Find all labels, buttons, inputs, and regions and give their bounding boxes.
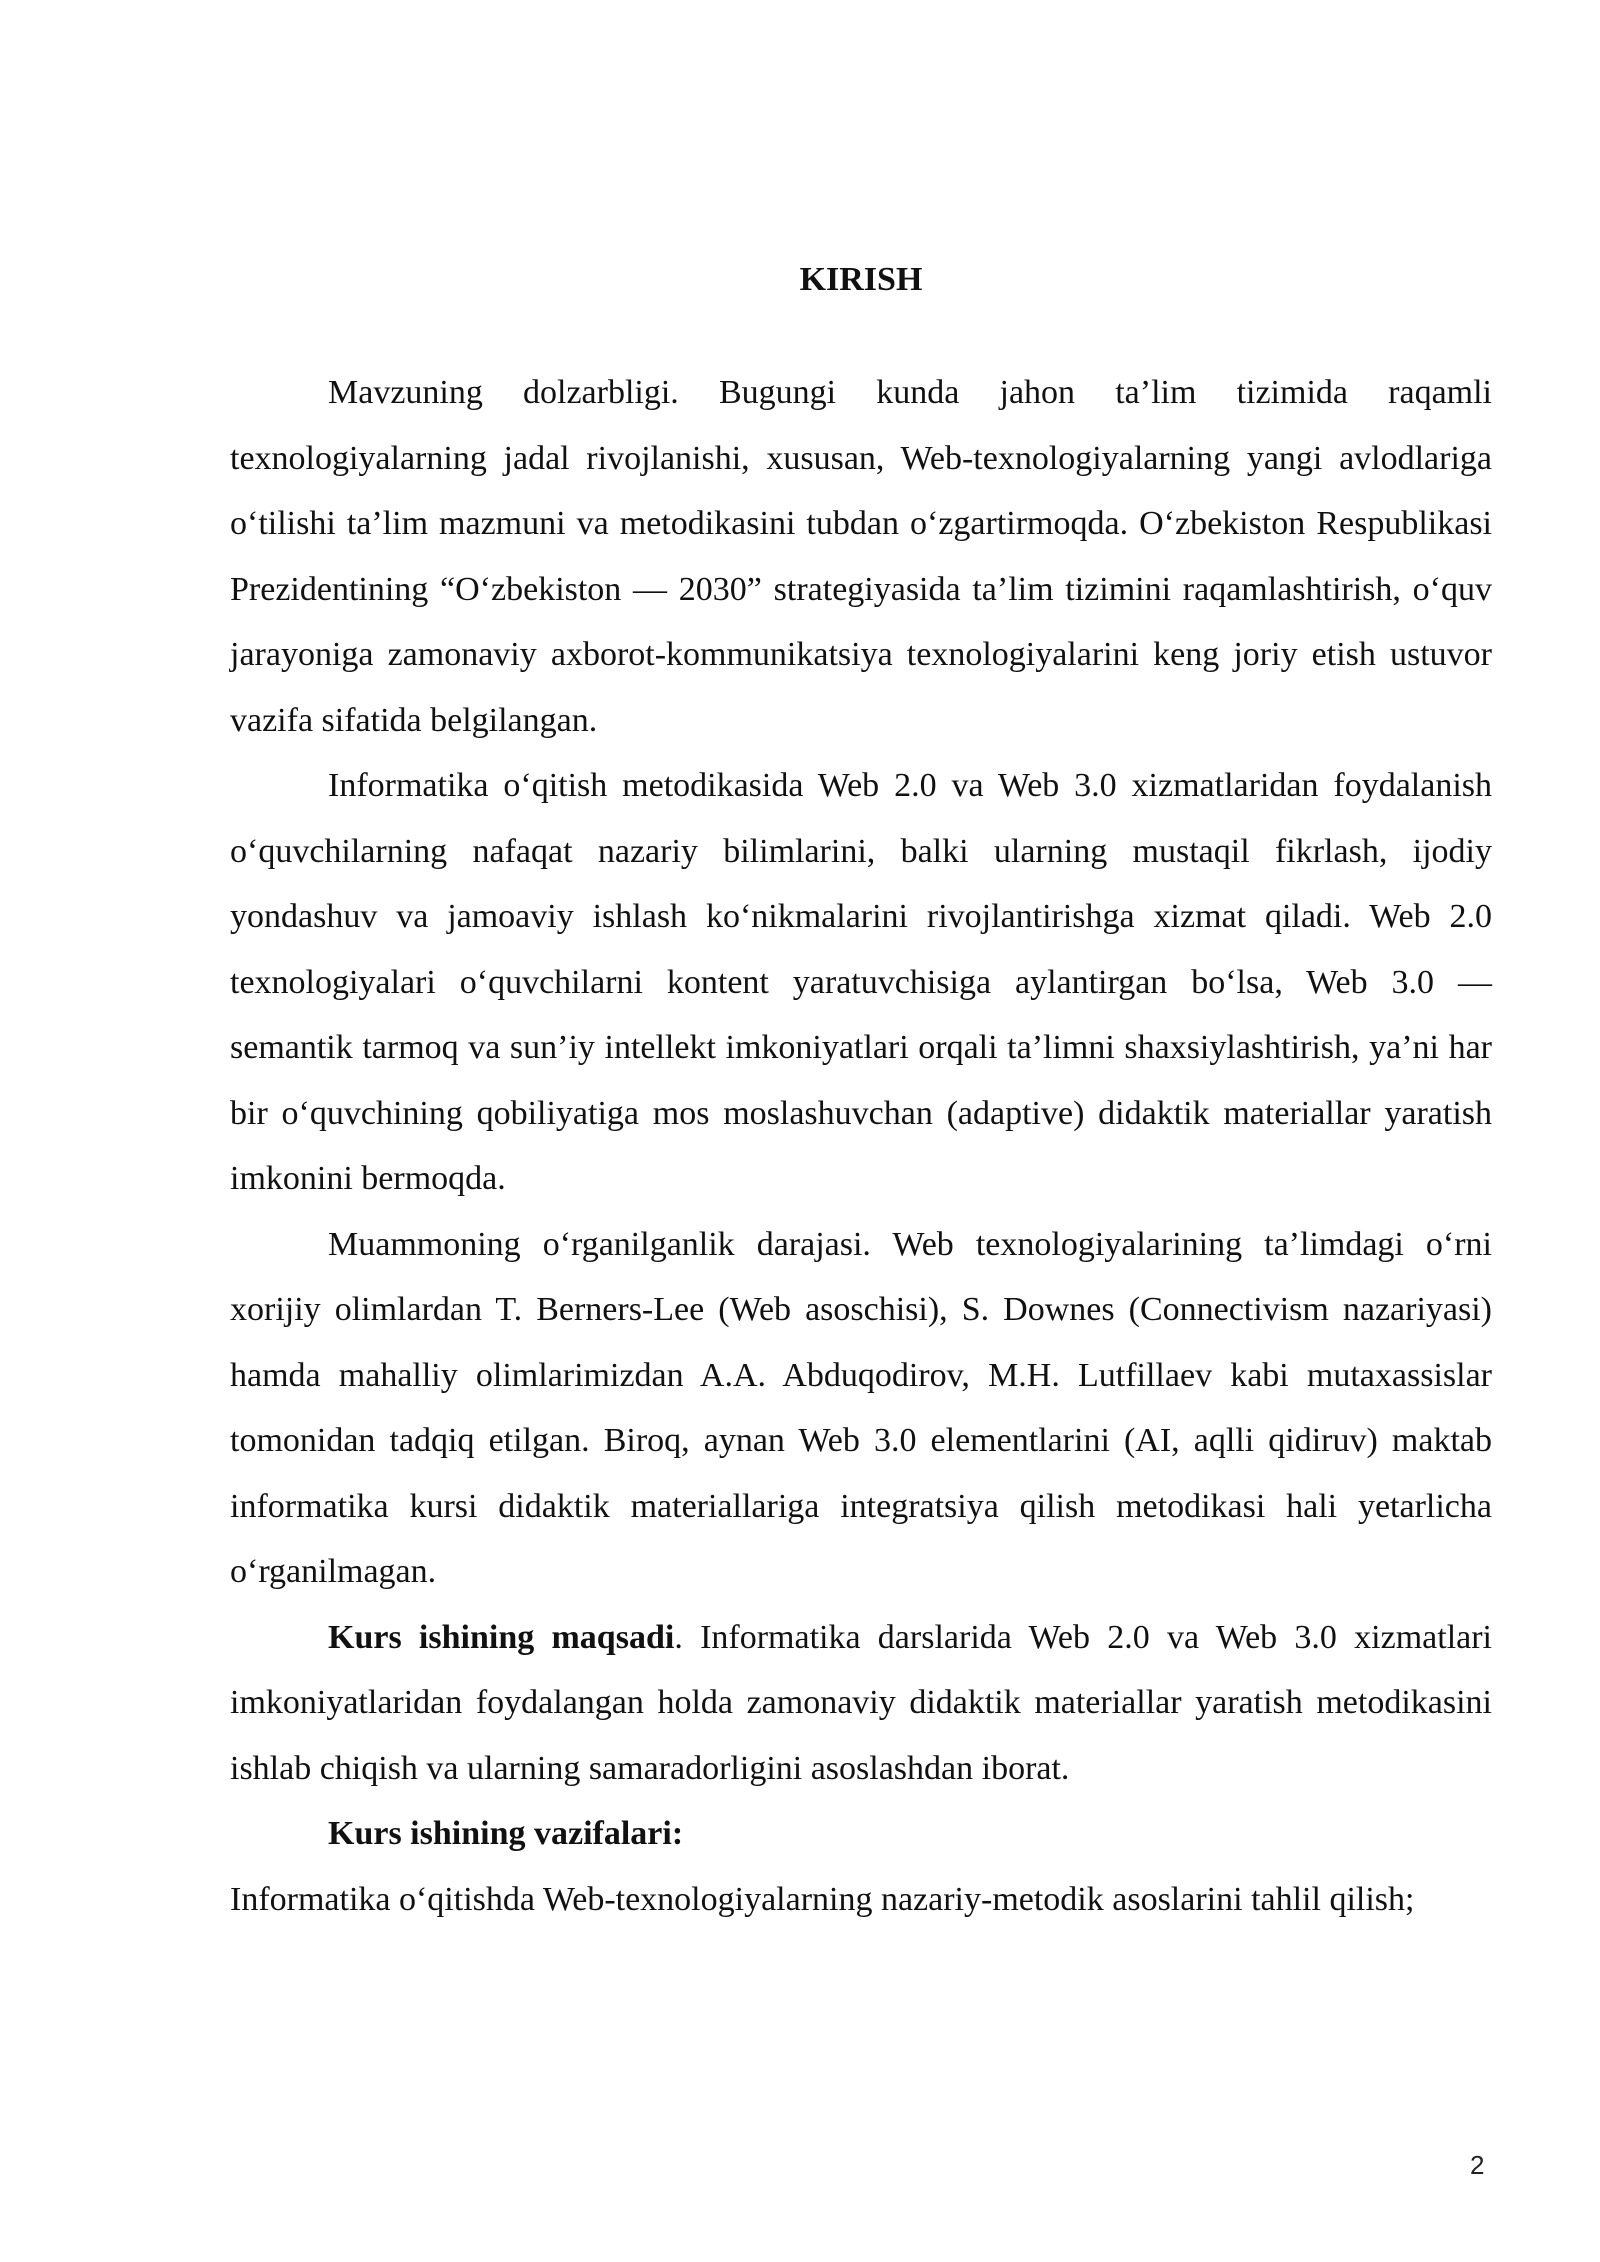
task-item: Informatika o‘qitishda Web-texnologiyalarning nazariy-metodik asoslarini tahlil qilish; [230,1880,1415,1918]
goal-label: Kurs ishining maqsadi [328,1618,675,1656]
paragraph-goal [230,1605,1492,1802]
tasks-heading: Kurs ishining vazifalari: [328,1815,684,1852]
page-title: KIRISH [799,261,923,298]
document-page [230,250,1492,1932]
goal-text: . Informatika darslarida Web 2.0 va Web 3.0 xizmatlari imkoniyatlaridan foydalangan holda zamonaviy didaktik materiallar yaratish metodikasini ishlab chiqish va ularning samaradorligini asoslashdan iborat. [230,1618,1492,1787]
paragraph-study-degree: Muammoning o‘rganilganlik darajasi. Web texnologiyalarining ta’limdagi o‘rni xorijiy olimlardan T. Berners-Lee (Web asoschisi), S. Downes (Connectivism nazariyasi) hamda mahalliy olimlarimizdan A.A. Abduqodirov, M.H. Lutfillaev kabi mutaxassislar tomonidan tadqiq etilgan. Biroq, aynan Web 3.0 elementlarini (AI, aqlli qidiruv) maktab informatika kursi didaktik materiallariga integratsiya qilish metodikasi hali yetarlicha o‘rganilmagan. [230,1225,1492,1590]
paragraph-methodology: Informatika o‘qitish metodikasida Web 2.0 va Web 3.0 xizmatlaridan foydalanish o‘quvchilarning nafaqat nazariy bilimlarini, balki ularning mustaqil fikrlash, ijodiy yondashuv va jamoaviy ishlash ko‘nikmalarini rivojlantirishga xizmat qiladi. Web 2.0 texnologiyalari o‘quvchilarni kontent yaratuvchisiga aylantirgan bo‘lsa, Web 3.0 — semantik tarmoq va sun’iy intellekt imkoniyatlari orqali ta’limni shaxsiylashtirish, ya’ni har bir o‘quvchining qobiliyatiga mos moslashuvchan (adaptive) didaktik materiallar yaratish imkonini bermoqda. [230,767,1492,1197]
page-number: 2 [1470,2150,1485,2180]
paragraph-relevance: Mavzuning dolzarbligi. Bugungi kunda jahon ta’lim tizimida raqamli texnologiyalarning jadal rivojlanishi, xususan, Web-texnologiyalarning yangi avlodlariga o‘tilishi ta’lim mazmuni va metodikasini tubdan o‘zgartirmoqda. O‘zbekiston Respublikasi Prezidentining “O‘zbekiston — 2030” strategiyasida ta’lim tizimini raqamlashtirish, o‘quv jarayoniga zamonaviy axborot-kommunikatsiya texnologiyalarini keng joriy etish ustuvor vazifa sifatida belgilangan. [230,374,1492,739]
